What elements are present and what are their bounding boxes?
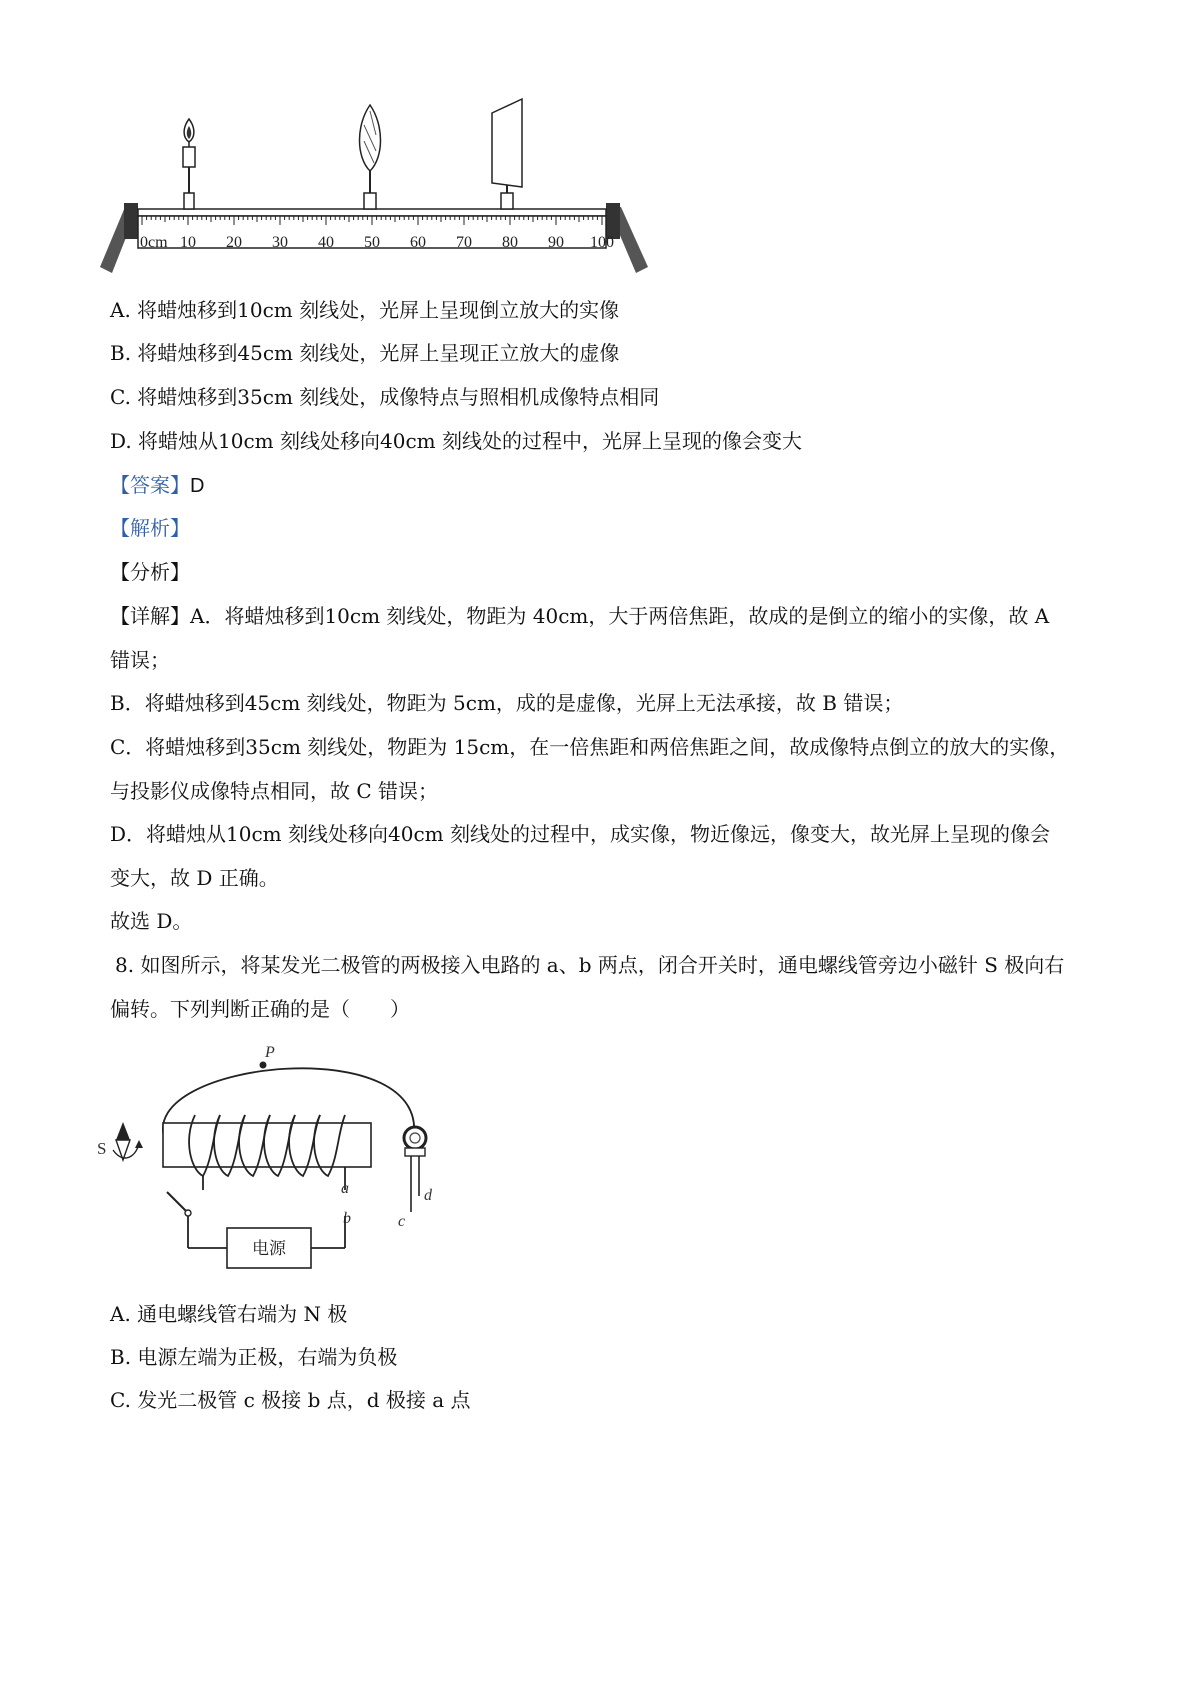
label-d: d (424, 1187, 432, 1204)
point-p (260, 1062, 267, 1069)
q8-stem-line: 8. 如图所示，将某发光二极管的两极接入电路的 a、b 两点，闭合开关时，通电螺线管旁边小磁针 S 极向右 (115, 953, 1065, 977)
ruler-label: 50 (364, 234, 380, 251)
answer-line (110, 471, 204, 500)
ruler-label: 60 (410, 234, 426, 251)
switch (167, 1192, 227, 1248)
q8-stem-line: 偏转。下列判断正确的是（ ） (110, 997, 410, 1021)
label-b: b (343, 1210, 351, 1227)
label-p: P (265, 1044, 275, 1061)
power-label: 电源 (252, 1239, 286, 1258)
fenxi-tag: 【分析】 (110, 560, 190, 584)
q8-option-b: B. 电源左端为正极，右端为负极 (110, 1345, 398, 1369)
ruler-label: 30 (272, 234, 288, 251)
label-c: c (398, 1213, 406, 1230)
ruler-label: 90 (548, 234, 564, 251)
ruler-label: 20 (226, 234, 242, 251)
detail-line: 变大，故 D 正确。 (110, 866, 279, 890)
ruler-label: 0cm (140, 234, 168, 251)
q7-option-b: B. 将蜡烛移到45cm 刻线处，光屏上呈现正立放大的虚像 (110, 341, 620, 365)
ruler-label: 80 (502, 234, 518, 251)
detail-line: 与投影仪成像特点相同，故 C 错误； (110, 779, 439, 803)
compass-needle (113, 1122, 143, 1160)
solenoid-circuit-figure (95, 1040, 475, 1290)
q7-option-c: C. 将蜡烛移到35cm 刻线处，成像特点与照相机成像特点相同 (110, 385, 660, 409)
optical-bench-figure (100, 95, 660, 280)
detail-line: C．将蜡烛移到35cm 刻线处，物距为 15cm，在一倍焦距和两倍焦距之间，故成像特点倒立的放大的实像， (110, 735, 1070, 759)
candle (183, 119, 195, 209)
detail-line: 错误； (110, 648, 170, 672)
ruler-label: 70 (456, 234, 472, 251)
convex-lens (360, 105, 381, 209)
detail-line: 【详解】A．将蜡烛移到10cm 刻线处，物距为 40cm，大于两倍焦距，故成的是倒立的缩小的实像，故 A (110, 604, 1050, 628)
ruler-label: 100 (590, 234, 614, 251)
answer-value: D (190, 475, 205, 497)
answer-tag: 【答案】 (110, 473, 190, 497)
q7-option-d: D. 将蜡烛从10cm 刻线处移向40cm 刻线处的过程中，光屏上呈现的像会变大 (110, 429, 802, 453)
q8-option-a: A. 通电螺线管右端为 N 极 (110, 1302, 348, 1326)
led (404, 1127, 426, 1212)
q7-option-a: A. 将蜡烛移到10cm 刻线处，光屏上呈现倒立放大的实像 (110, 298, 620, 322)
detail-line: 故选 D。 (110, 909, 193, 933)
label-a: a (341, 1180, 349, 1197)
detail-line: D．将蜡烛从10cm 刻线处移向40cm 刻线处的过程中，成实像，物近像远，像变大，故光屏上呈现的像会 (110, 822, 1050, 846)
bench-rail (138, 209, 606, 216)
analysis-tag: 【解析】 (110, 516, 190, 540)
q8-option-c: C. 发光二极管 c 极接 b 点，d 极接 a 点 (110, 1388, 471, 1412)
label-s: S (97, 1139, 107, 1158)
detail-line: B．将蜡烛移到45cm 刻线处，物距为 5cm，成的是虚像，光屏上无法承接，故 B 错误； (110, 691, 904, 715)
light-screen (492, 99, 522, 209)
ruler-label: 10 (180, 234, 196, 251)
ruler-label: 40 (318, 234, 334, 251)
bench-left-end (124, 203, 138, 239)
